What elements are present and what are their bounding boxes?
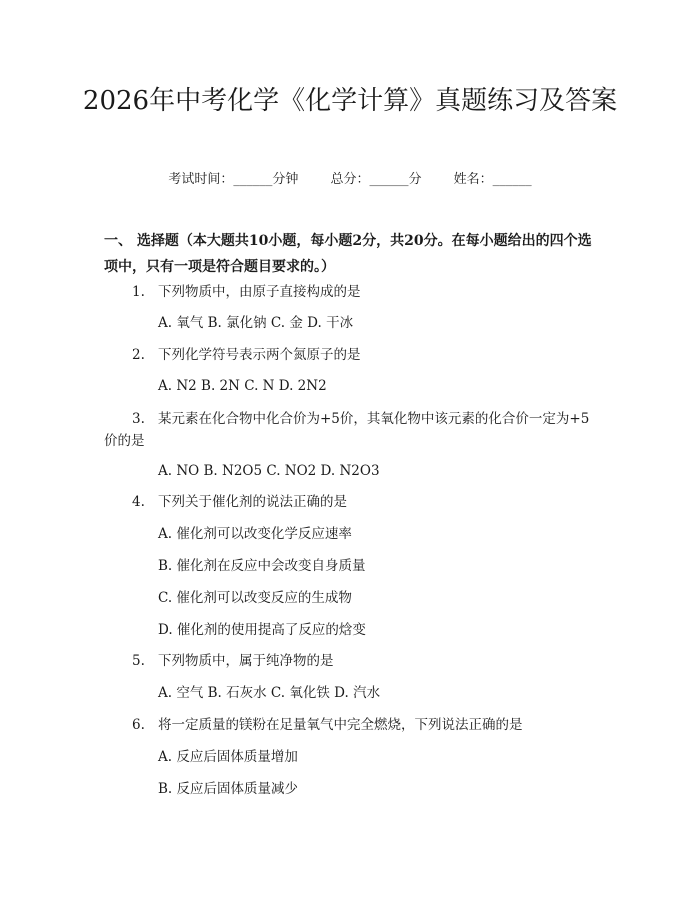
question-stem: 下列关于催化剂的说法正确的是 xyxy=(158,494,347,510)
question-number: 2. xyxy=(132,347,145,363)
exam-time-field: 考试时间：______分钟 xyxy=(168,172,299,187)
total-score-field: 总分：______分 xyxy=(330,172,422,187)
option-d: D. 催化剂的使用提高了反应的焓变 xyxy=(158,622,366,638)
question-stem: 某元素在化合物中化合价为+5价，其氧化物中该元素的化合价一定为+5价的是 xyxy=(104,411,590,449)
question-1 xyxy=(104,281,594,303)
question-2-options: A. N2 B. 2N C. N D. 2N2 xyxy=(158,378,327,394)
question-6 xyxy=(104,714,594,736)
document-title: 2026年中考化学《化学计算》真题练习及答案 xyxy=(82,86,618,116)
option-a: A. 催化剂可以改变化学反应速率 xyxy=(158,526,352,542)
question-stem: 将一定质量的镁粉在足量氧气中完全燃烧，下列说法正确的是 xyxy=(158,717,523,733)
question-3 xyxy=(104,408,594,452)
question-number: 4. xyxy=(132,494,145,510)
question-1-options: A. 氧气 B. 氯化钠 C. 金 D. 干冰 xyxy=(158,315,354,331)
question-5 xyxy=(104,650,594,672)
student-name-field: 姓名：______ xyxy=(453,172,532,187)
question-3-options: A. NO B. N2O5 C. NO2 D. N2O3 xyxy=(158,463,380,479)
question-number: 5. xyxy=(132,653,145,669)
question-number: 1. xyxy=(132,284,145,300)
question-number: 3. xyxy=(132,411,145,427)
section-heading: 一、 选择题（本大题共10小题，每小题2分，共20分。在每小题给出的四个选项中，只有一项是符合题目要求的。） xyxy=(104,233,592,275)
question-4 xyxy=(104,491,594,513)
question-stem: 下列化学符号表示两个氮原子的是 xyxy=(158,347,361,363)
question-number: 6. xyxy=(132,717,145,733)
option-b: B. 催化剂在反应中会改变自身质量 xyxy=(158,558,366,574)
option-b: B. 反应后固体质量减少 xyxy=(158,781,299,797)
question-5-options: A. 空气 B. 石灰水 C. 氧化铁 D. 汽水 xyxy=(158,685,381,701)
question-stem: 下列物质中，由原子直接构成的是 xyxy=(158,284,361,300)
option-a: A. 反应后固体质量增加 xyxy=(158,749,298,765)
question-stem: 下列物质中，属于纯净物的是 xyxy=(158,653,334,669)
option-c: C. 催化剂可以改变反应的生成物 xyxy=(158,590,352,606)
question-2 xyxy=(104,344,594,366)
exam-meta xyxy=(0,168,700,187)
